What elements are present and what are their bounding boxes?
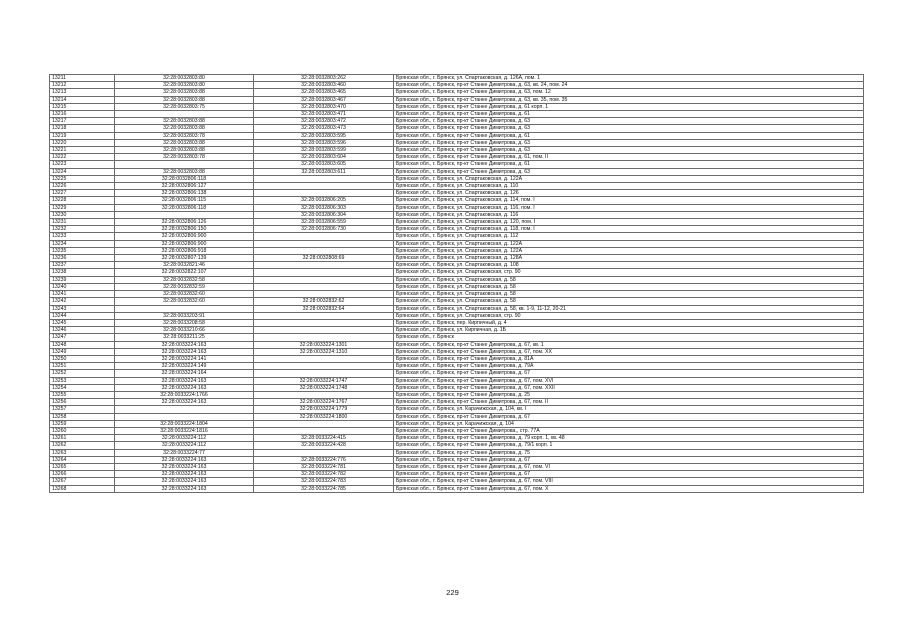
object-number-cell: 32:28:0033224:1301 — [254, 341, 394, 348]
parcel-number-cell — [115, 111, 254, 118]
address-cell: Брянская обл., г. Брянск, пр-кт Станке Димитрова, д. 67 — [394, 456, 864, 463]
table-row — [50, 96, 864, 103]
row-number-cell: 13228 — [50, 197, 115, 204]
parcel-number-cell: 32:28:0033224:163 — [115, 456, 254, 463]
row-number-cell: 13220 — [50, 139, 115, 146]
table-row — [50, 89, 864, 96]
parcel-number-cell: 32:28:0032806:115 — [115, 197, 254, 204]
table-row — [50, 154, 864, 161]
object-number-cell — [254, 312, 394, 319]
object-number-cell — [254, 291, 394, 298]
parcel-number-cell: 32:28:0033224:1766 — [115, 391, 254, 398]
row-number-cell: 13240 — [50, 283, 115, 290]
table-row — [50, 147, 864, 154]
address-cell: Брянская обл., г. Брянск, пр-кт Станке Димитрова, д. 67 — [394, 413, 864, 420]
parcel-number-cell — [115, 406, 254, 413]
parcel-number-cell: 32:28:0032806:150 — [115, 226, 254, 233]
parcel-number-cell: 32:28:0032803:88 — [115, 118, 254, 125]
address-cell: Брянская обл., г. Брянск, пер. Кирпичный, д. 4 — [394, 319, 864, 326]
table-row — [50, 341, 864, 348]
parcel-number-cell: 32:28:0032803:88 — [115, 139, 254, 146]
table-row — [50, 125, 864, 132]
row-number-cell: 13223 — [50, 161, 115, 168]
object-number-cell — [254, 327, 394, 334]
table-row — [50, 363, 864, 370]
object-number-cell: 32:28:0033224:428 — [254, 442, 394, 449]
object-number-cell: 32:28:0032832:62 — [254, 298, 394, 305]
row-number-cell: 13231 — [50, 219, 115, 226]
table-row — [50, 442, 864, 449]
row-number-cell: 13221 — [50, 147, 115, 154]
row-number-cell: 13213 — [50, 89, 115, 96]
row-number-cell: 13249 — [50, 348, 115, 355]
parcel-number-cell: 32:28:0032803:78 — [115, 132, 254, 139]
table-row — [50, 103, 864, 110]
table-row — [50, 319, 864, 326]
row-number-cell: 13258 — [50, 413, 115, 420]
address-cell: Брянская обл., г. Брянск, пр-кт Станке Димитрова, д. 61 корп. 1 — [394, 103, 864, 110]
address-cell: Брянская обл., г. Брянск, пр-кт Станке Димитрова, д. 67, пом. VIII — [394, 478, 864, 485]
table-row — [50, 355, 864, 362]
table-row — [50, 204, 864, 211]
address-cell: Брянская обл., г. Брянск, ул. Спартаковская, д. 126А, пом. 1 — [394, 75, 864, 82]
object-number-cell — [254, 175, 394, 182]
address-cell: Брянская обл., г. Брянск, пр-кт Станке Димитрова, д. 63, пом. 12 — [394, 89, 864, 96]
object-number-cell: 32:28:0032803:460 — [254, 82, 394, 89]
row-number-cell: 13250 — [50, 355, 115, 362]
table-row — [50, 75, 864, 82]
table-row — [50, 247, 864, 254]
address-cell: Брянская обл., г. Брянск, ул. Спартаковская, д. 122А — [394, 247, 864, 254]
table-row — [50, 161, 864, 168]
table-row — [50, 82, 864, 89]
address-cell: Брянская обл., г. Брянск, пр-кт Станке Димитрова, д. 63 — [394, 118, 864, 125]
table-row — [50, 399, 864, 406]
address-cell: Брянская обл., г. Брянск, ул. Спартаковская, д. 58 — [394, 298, 864, 305]
row-number-cell: 13263 — [50, 449, 115, 456]
object-number-cell: 32:28:0032832:64 — [254, 305, 394, 312]
row-number-cell: 13225 — [50, 175, 115, 182]
table-row — [50, 456, 864, 463]
parcel-number-cell: 32:28:0032803:80 — [115, 82, 254, 89]
parcel-number-cell: 32:28:0032806:900 — [115, 233, 254, 240]
parcel-number-cell: 32:28:0033224:163 — [115, 463, 254, 470]
parcel-number-cell: 32:28:0032806:118 — [115, 175, 254, 182]
parcel-number-cell: 32:28:0033224:141 — [115, 355, 254, 362]
table-row — [50, 327, 864, 334]
parcel-number-cell: 32:28:0032803:80 — [115, 75, 254, 82]
table-row — [50, 183, 864, 190]
address-cell: Брянская обл., г. Брянск, пр-кт Станке Димитрова, д. 61, пом. II — [394, 154, 864, 161]
table-row — [50, 197, 864, 204]
table-row — [50, 485, 864, 492]
object-number-cell: 32:28:0032803:611 — [254, 168, 394, 175]
table-row — [50, 406, 864, 413]
table-row — [50, 435, 864, 442]
row-number-cell: 13245 — [50, 319, 115, 326]
object-number-cell: 32:28:0032803:596 — [254, 139, 394, 146]
object-number-cell: 32:28:0033224:1747 — [254, 377, 394, 384]
parcel-number-cell — [115, 413, 254, 420]
row-number-cell: 13239 — [50, 276, 115, 283]
row-number-cell: 13224 — [50, 168, 115, 175]
row-number-cell: 13265 — [50, 463, 115, 470]
table-row — [50, 211, 864, 218]
page-number: 229 — [446, 588, 459, 597]
address-cell: Брянская обл., г. Брянск, пр-кт Станке Димитрова, д. 63 — [394, 139, 864, 146]
object-number-cell: 32:28:0033224:783 — [254, 478, 394, 485]
parcel-number-cell: 32:28:0033224:163 — [115, 341, 254, 348]
table-row — [50, 427, 864, 434]
row-number-cell: 13268 — [50, 485, 115, 492]
row-number-cell: 13242 — [50, 298, 115, 305]
parcel-number-cell: 32:28:0032803:75 — [115, 103, 254, 110]
address-cell: Брянская обл., г. Брянск, пр-кт Станке Димитрова, д. 67, пом. VI — [394, 463, 864, 470]
address-cell: Брянская обл., г. Брянск — [394, 334, 864, 341]
row-number-cell: 13257 — [50, 406, 115, 413]
row-number-cell: 13234 — [50, 240, 115, 247]
address-cell: Брянская обл., г. Брянск, ул. Спартаковская, д. 122А — [394, 175, 864, 182]
parcel-number-cell: 32:28:0033224:112 — [115, 442, 254, 449]
row-number-cell: 13256 — [50, 399, 115, 406]
row-number-cell: 13261 — [50, 435, 115, 442]
object-number-cell: 32:28:0033224:782 — [254, 471, 394, 478]
row-number-cell: 13232 — [50, 226, 115, 233]
table-row — [50, 413, 864, 420]
row-number-cell: 13262 — [50, 442, 115, 449]
parcel-number-cell: 32:28:0032803:88 — [115, 168, 254, 175]
address-cell: Брянская обл., г. Брянск, ул. Карачижская, д. 104 — [394, 420, 864, 427]
object-number-cell: 32:28:0032803:470 — [254, 103, 394, 110]
object-number-cell: 32:28:0032803:604 — [254, 154, 394, 161]
parcel-number-cell — [115, 161, 254, 168]
object-number-cell — [254, 240, 394, 247]
parcel-number-cell: 32:28:0033224:163 — [115, 384, 254, 391]
parcel-number-cell: 32:28:0033210:66 — [115, 327, 254, 334]
table-row — [50, 269, 864, 276]
address-cell: Брянская обл., г. Брянск, ул. Спартаковская, д. 126 — [394, 190, 864, 197]
table-row — [50, 391, 864, 398]
object-number-cell: 32:28:0032803:471 — [254, 111, 394, 118]
parcel-number-cell: 32:28:0032806:900 — [115, 240, 254, 247]
object-number-cell: 32:28:0032803:605 — [254, 161, 394, 168]
address-cell: Брянская обл., г. Брянск, ул. Спартаковская, д. 108 — [394, 262, 864, 269]
address-cell: Брянская обл., г. Брянск, ул. Спартаковская, д. 122А — [394, 240, 864, 247]
address-cell: Брянская обл., г. Брянск, пр-кт Станке Димитрова, д. 67, пом. XVI — [394, 377, 864, 384]
table-row — [50, 291, 864, 298]
parcel-number-cell: 32:28:0033224:163 — [115, 471, 254, 478]
row-number-cell: 13233 — [50, 233, 115, 240]
address-cell: Брянская обл., г. Брянск, пр-кт Станке Димитрова, д. 61 — [394, 161, 864, 168]
row-number-cell: 13252 — [50, 370, 115, 377]
parcel-number-cell: 32:28:0032832:59 — [115, 283, 254, 290]
parcel-number-cell: 32:28:0033211:25 — [115, 334, 254, 341]
address-cell: Брянская обл., г. Брянск, ул. Спартаковская, стр. 90 — [394, 269, 864, 276]
table-row — [50, 334, 864, 341]
address-cell: Брянская обл., г. Брянск, ул. Карачижская, д. 104, кв. I — [394, 406, 864, 413]
table-row — [50, 283, 864, 290]
address-cell: Брянская обл., г. Брянск, ул. Спартаковская, д. 114, пом. I — [394, 197, 864, 204]
parcel-number-cell: 32:28:0032806:127 — [115, 183, 254, 190]
object-number-cell — [254, 334, 394, 341]
parcel-number-cell: 32:28:0032807:139 — [115, 255, 254, 262]
parcel-number-cell: 32:28:0033224:112 — [115, 435, 254, 442]
parcel-number-cell: 32:28:0032806:138 — [115, 190, 254, 197]
parcel-number-cell: 32:28:0032832:60 — [115, 298, 254, 305]
row-number-cell: 13264 — [50, 456, 115, 463]
row-number-cell: 13215 — [50, 103, 115, 110]
object-number-cell: 32:28:0033224:776 — [254, 456, 394, 463]
row-number-cell: 13214 — [50, 96, 115, 103]
object-number-cell: 32:28:0032803:473 — [254, 125, 394, 132]
table-row — [50, 377, 864, 384]
row-number-cell: 13235 — [50, 247, 115, 254]
row-number-cell: 13211 — [50, 75, 115, 82]
row-number-cell: 13236 — [50, 255, 115, 262]
table-row — [50, 175, 864, 182]
parcel-number-cell: 32:28:0033224:163 — [115, 485, 254, 492]
registry-table — [49, 74, 864, 493]
object-number-cell: 32:28:0032803:472 — [254, 118, 394, 125]
object-number-cell: 32:28:0032806:730 — [254, 226, 394, 233]
parcel-number-cell: 32:28:0032803:88 — [115, 89, 254, 96]
row-number-cell: 13251 — [50, 363, 115, 370]
row-number-cell: 13259 — [50, 420, 115, 427]
table-row — [50, 298, 864, 305]
address-cell: Брянская обл., г. Брянск, пр-кт Станке Димитрова, д. 67 — [394, 471, 864, 478]
address-cell: Брянская обл., г. Брянск, пр-кт Станке Димитрова, д. 67, пом. II — [394, 399, 864, 406]
table-row — [50, 190, 864, 197]
parcel-number-cell: 32:28:0033224:1816 — [115, 427, 254, 434]
table-row — [50, 276, 864, 283]
object-number-cell: 32:28:0032806:303 — [254, 204, 394, 211]
parcel-number-cell: 32:28:0033224:163 — [115, 348, 254, 355]
row-number-cell: 13248 — [50, 341, 115, 348]
table-row — [50, 384, 864, 391]
table-row — [50, 478, 864, 485]
parcel-number-cell: 32:28:0032832:58 — [115, 276, 254, 283]
address-cell: Брянская обл., г. Брянск, пр-кт Станке Димитрова, д. 79А — [394, 363, 864, 370]
table-row — [50, 132, 864, 139]
parcel-number-cell: 32:28:0032806:118 — [115, 204, 254, 211]
registry-table-body — [50, 75, 864, 493]
row-number-cell: 13226 — [50, 183, 115, 190]
address-cell: Брянская обл., г. Брянск, пр-кт Станке Димитрова, д. 67, пом. X — [394, 485, 864, 492]
row-number-cell: 13254 — [50, 384, 115, 391]
table-row — [50, 471, 864, 478]
row-number-cell: 13253 — [50, 377, 115, 384]
parcel-number-cell: 32:28:0032806:918 — [115, 247, 254, 254]
table-row — [50, 111, 864, 118]
object-number-cell — [254, 355, 394, 362]
object-number-cell: 32:28:0033224:415 — [254, 435, 394, 442]
object-number-cell: 32:28:0033224:1800 — [254, 413, 394, 420]
address-cell: Брянская обл., г. Брянск, ул. Спартаковская, д. 118, пом. I — [394, 226, 864, 233]
address-cell: Брянская обл., г. Брянск, пр-кт Станке Димитрова, д. 81А — [394, 355, 864, 362]
parcel-number-cell: 32:28:0033224:77 — [115, 449, 254, 456]
table-row — [50, 139, 864, 146]
object-number-cell: 32:28:0032803:467 — [254, 96, 394, 103]
row-number-cell: 13241 — [50, 291, 115, 298]
row-number-cell: 13227 — [50, 190, 115, 197]
parcel-number-cell: 32:28:0032822:107 — [115, 269, 254, 276]
address-cell: Брянская обл., г. Брянск, ул. Кирпичная, д. 1Б — [394, 327, 864, 334]
object-number-cell: 32:28:0032806:205 — [254, 197, 394, 204]
object-number-cell — [254, 449, 394, 456]
row-number-cell: 13219 — [50, 132, 115, 139]
row-number-cell: 13247 — [50, 334, 115, 341]
object-number-cell — [254, 283, 394, 290]
row-number-cell: 13260 — [50, 427, 115, 434]
object-number-cell — [254, 427, 394, 434]
parcel-number-cell — [115, 211, 254, 218]
parcel-number-cell: 32:28:0033208:58 — [115, 319, 254, 326]
address-cell: Брянская обл., г. Брянск, пр-кт Станке Димитрова, д. 75 — [394, 449, 864, 456]
object-number-cell: 32:28:0032806:559 — [254, 219, 394, 226]
address-cell: Брянская обл., г. Брянск, ул. Спартаковская, д. 58 — [394, 283, 864, 290]
address-cell: Брянская обл., г. Брянск, ул. Спартаковская, д. 58 — [394, 276, 864, 283]
table-row — [50, 226, 864, 233]
object-number-cell — [254, 262, 394, 269]
table-row — [50, 348, 864, 355]
object-number-cell — [254, 247, 394, 254]
object-number-cell — [254, 233, 394, 240]
parcel-number-cell: 32:28:0032821:46 — [115, 262, 254, 269]
parcel-number-cell: 32:28:0033224:163 — [115, 377, 254, 384]
object-number-cell: 32:28:0033224:1779 — [254, 406, 394, 413]
table-row — [50, 312, 864, 319]
row-number-cell: 13218 — [50, 125, 115, 132]
address-cell: Брянская обл., г. Брянск, пр-кт Станке Димитрова,, стр. 77А — [394, 427, 864, 434]
address-cell: Брянская обл., г. Брянск, ул. Спартаковская, д. 128А — [394, 255, 864, 262]
table-row — [50, 240, 864, 247]
row-number-cell: 13266 — [50, 471, 115, 478]
parcel-number-cell: 32:28:0032803:78 — [115, 154, 254, 161]
address-cell: Брянская обл., г. Брянск, ул. Спартаковская, д. 58 — [394, 291, 864, 298]
address-cell: Брянская обл., г. Брянск, пр-кт Станке Димитрова, д. 63 — [394, 168, 864, 175]
parcel-number-cell: 32:28:0033203:91 — [115, 312, 254, 319]
table-row — [50, 262, 864, 269]
object-number-cell: 32:28:0033224:1310 — [254, 348, 394, 355]
table-row — [50, 233, 864, 240]
object-number-cell — [254, 370, 394, 377]
object-number-cell: 32:28:0032803:599 — [254, 147, 394, 154]
parcel-number-cell: 32:28:0032803:88 — [115, 96, 254, 103]
table-row — [50, 370, 864, 377]
object-number-cell — [254, 269, 394, 276]
parcel-number-cell: 32:28:0033224:163 — [115, 399, 254, 406]
row-number-cell: 13229 — [50, 204, 115, 211]
object-number-cell: 32:28:0032806:304 — [254, 211, 394, 218]
address-cell: Брянская обл., г. Брянск, пр-кт Станке Димитрова, д. 79/1 корп. 1 — [394, 442, 864, 449]
table-row — [50, 463, 864, 470]
row-number-cell: 13238 — [50, 269, 115, 276]
address-cell: Брянская обл., г. Брянск, ул. Спартаковская, д. 58, кв. 1-9, 11-12, 20-21 — [394, 305, 864, 312]
object-number-cell — [254, 276, 394, 283]
row-number-cell: 13246 — [50, 327, 115, 334]
table-row — [50, 449, 864, 456]
row-number-cell: 13230 — [50, 211, 115, 218]
table-row — [50, 118, 864, 125]
address-cell: Брянская обл., г. Брянск, ул. Спартаковская, д. 116 — [394, 211, 864, 218]
object-number-cell: 32:28:0032808:69 — [254, 255, 394, 262]
row-number-cell: 13222 — [50, 154, 115, 161]
address-cell: Брянская обл., г. Брянск, пр-кт Станке Димитрова, д. 67, кв. 1 — [394, 341, 864, 348]
object-number-cell — [254, 190, 394, 197]
row-number-cell: 13255 — [50, 391, 115, 398]
table-row — [50, 420, 864, 427]
row-number-cell: 13237 — [50, 262, 115, 269]
address-cell: Брянская обл., г. Брянск, пр-кт Станке Димитрова, д. 67 — [394, 370, 864, 377]
address-cell: Брянская обл., г. Брянск, ул. Спартаковская, д. 116, пом. I — [394, 204, 864, 211]
object-number-cell — [254, 363, 394, 370]
row-number-cell: 13216 — [50, 111, 115, 118]
address-cell: Брянская обл., г. Брянск, пр-кт Станке Димитрова, д. 63, кв. 35, пом. 35 — [394, 96, 864, 103]
address-cell: Брянская обл., г. Брянск, ул. Спартаковская, д. 120, пом. I — [394, 219, 864, 226]
object-number-cell — [254, 319, 394, 326]
address-cell: Брянская обл., г. Брянск, ул. Спартаковская, д. 112 — [394, 233, 864, 240]
address-cell: Брянская обл., г. Брянск, пр-кт Станке Димитрова, д. 61 — [394, 111, 864, 118]
object-number-cell: 32:28:0033224:1748 — [254, 384, 394, 391]
parcel-number-cell: 32:28:0033224:164 — [115, 370, 254, 377]
object-number-cell — [254, 183, 394, 190]
parcel-number-cell: 32:28:0033224:163 — [115, 478, 254, 485]
address-cell: Брянская обл., г. Брянск, пр-кт Станке Димитрова, д. 63, кв. 24, пом. 24 — [394, 82, 864, 89]
parcel-number-cell — [115, 305, 254, 312]
address-cell: Брянская обл., г. Брянск, пр-кт Станке Димитрова, д. 61 — [394, 132, 864, 139]
parcel-number-cell: 32:28:0033224:1804 — [115, 420, 254, 427]
row-number-cell: 13244 — [50, 312, 115, 319]
address-cell: Брянская обл., г. Брянск, пр-кт Станке Димитрова, д. 63 — [394, 147, 864, 154]
object-number-cell: 32:28:0032803:262 — [254, 75, 394, 82]
row-number-cell: 13267 — [50, 478, 115, 485]
parcel-number-cell: 32:28:0032806:126 — [115, 219, 254, 226]
address-cell: Брянская обл., г. Брянск, пр-кт Станке Димитрова, д. 79 корп. 1, кв. 48 — [394, 435, 864, 442]
parcel-number-cell: 32:28:0033224:149 — [115, 363, 254, 370]
table-row — [50, 168, 864, 175]
address-cell: Брянская обл., г. Брянск, пр-кт Станке Димитрова, д. 67, пом. XXII — [394, 384, 864, 391]
parcel-number-cell: 32:28:0032832:60 — [115, 291, 254, 298]
row-number-cell: 13212 — [50, 82, 115, 89]
object-number-cell: 32:28:0032803:465 — [254, 89, 394, 96]
table-row — [50, 305, 864, 312]
table-row — [50, 255, 864, 262]
row-number-cell: 13217 — [50, 118, 115, 125]
address-cell: Брянская обл., г. Брянск, ул. Спартаковская, д. 110 — [394, 183, 864, 190]
parcel-number-cell: 32:28:0032803:88 — [115, 125, 254, 132]
object-number-cell: 32:28:0032803:595 — [254, 132, 394, 139]
object-number-cell — [254, 420, 394, 427]
object-number-cell: 32:28:0033224:785 — [254, 485, 394, 492]
address-cell: Брянская обл., г. Брянск, ул. Спартаковская, стр. 90 — [394, 312, 864, 319]
address-cell: Брянская обл., г. Брянск, пр-кт Станке Димитрова, д. 67, пом. XX — [394, 348, 864, 355]
row-number-cell: 13243 — [50, 305, 115, 312]
address-cell: Брянская обл., г. Брянск, пр-кт Станке Димитрова, д. 63 — [394, 125, 864, 132]
object-number-cell: 32:28:0033224:1767 — [254, 399, 394, 406]
object-number-cell: 32:28:0033224:781 — [254, 463, 394, 470]
table-row — [50, 219, 864, 226]
registry-sheet — [49, 74, 864, 493]
address-cell: Брянская обл., г. Брянск, пр-кт Станке Димитрова, д. 25 — [394, 391, 864, 398]
object-number-cell — [254, 391, 394, 398]
parcel-number-cell: 32:28:0032803:88 — [115, 147, 254, 154]
